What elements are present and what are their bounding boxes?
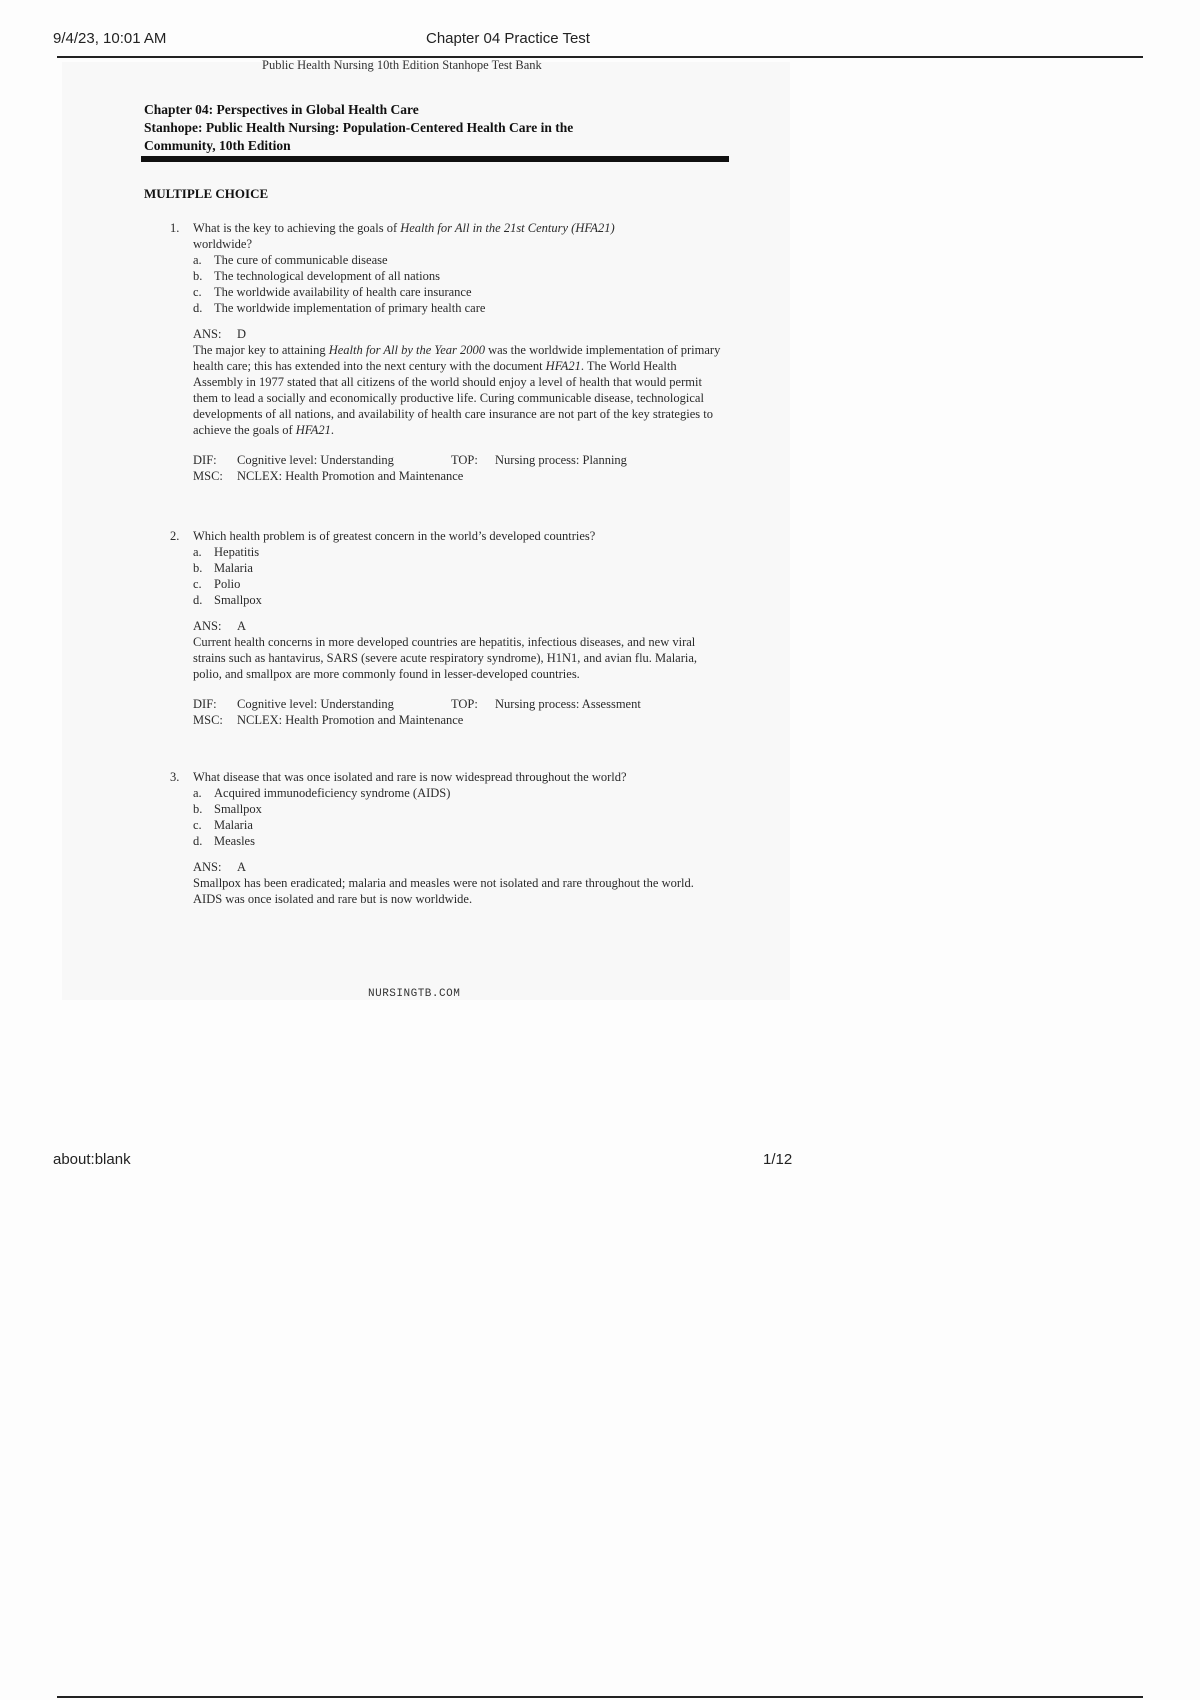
- option-d: d. Smallpox: [193, 593, 262, 607]
- difficulty-topic-line: DIF: Cognitive level: Understanding TOP: Nursing process: Planning: [193, 453, 627, 467]
- option-b: b. The technological development of all nations: [193, 269, 440, 283]
- book-title-line-2: Community, 10th Edition: [144, 138, 291, 153]
- difficulty-topic-line: DIF: Cognitive level: Understanding TOP: Nursing process: Assessment: [193, 697, 641, 711]
- print-datetime: 9/4/23, 10:01 AM: [53, 30, 167, 47]
- question-text: What is the key to achieving the goals of Health for All in the 21st Century (HFA21) worldwide?: [193, 221, 615, 251]
- answer-line: ANS: D: [193, 327, 247, 341]
- chapter-title: Chapter 04: Perspectives in Global Health Care: [144, 102, 419, 117]
- book-title-line-1: Stanhope: Public Health Nursing: Population-Centered Health Care in the: [144, 120, 574, 135]
- rationale: Current health concerns in more developed countries are hepatitis, infectious diseases, and new viral strains such as hantavirus, SARS (severe acute respiratory syndrome), H1N1, and avian flu. Malaria, polio, and smallpox are more commonly found in lesser-developed countries.: [193, 635, 698, 681]
- option-b: b. Malaria: [193, 561, 253, 575]
- header-rule: [57, 56, 1143, 58]
- options-list: [170, 252, 730, 316]
- print-page-number: 1/12: [763, 1151, 793, 1168]
- option-a: a. Hepatitis: [193, 545, 260, 559]
- option-a: a. The cure of communicable disease: [193, 253, 388, 267]
- question-number: 3.: [170, 770, 180, 784]
- print-page-title: Chapter 04 Practice Test: [426, 30, 590, 47]
- chapter-heading: [144, 101, 573, 155]
- option-d: d. The worldwide implementation of primary health care: [193, 301, 486, 315]
- question-number: 1.: [170, 221, 180, 235]
- heading-divider: [141, 156, 729, 162]
- document-subtitle: Public Health Nursing 10th Edition Stanhope Test Bank: [262, 58, 542, 72]
- options-list: [170, 785, 730, 849]
- answer-line: ANS: A: [193, 619, 247, 633]
- msc-line: MSC: NCLEX: Health Promotion and Maintenance: [193, 713, 464, 727]
- rationale: The major key to attaining Health for All by the Year 2000 was the worldwide implementation of primary health care; this has extended into the next century with the document HFA21. The World Health Assembly in 1977 stated that all citizens of the world should enjoy a level of health that would permit them to lead a socially and economically productive life. Curing communicable disease, technological developments of all nations, and availability of health care insurance are not part of the key strategies to achieve the goals of HFA21.: [193, 343, 721, 437]
- print-url: about:blank: [53, 1151, 131, 1168]
- option-b: b. Smallpox: [193, 802, 262, 816]
- answer-line: ANS: A: [193, 860, 247, 874]
- option-d: d. Measles: [193, 834, 255, 848]
- option-c: c. The worldwide availability of health care insurance: [193, 285, 472, 299]
- msc-line: MSC: NCLEX: Health Promotion and Maintenance: [193, 469, 464, 483]
- question-3: [170, 769, 730, 907]
- options-list: [170, 544, 730, 608]
- question-text: Which health problem is of greatest concern in the world’s developed countries?: [193, 529, 596, 543]
- question-text: What disease that was once isolated and rare is now widespread throughout the world?: [193, 770, 627, 784]
- question-2: [170, 528, 730, 728]
- question-number: 2.: [170, 529, 180, 543]
- rationale: Smallpox has been eradicated; malaria and measles were not isolated and rare throughout the world. AIDS was once isolated and rare but is now worldwide.: [193, 876, 694, 906]
- bottom-rule: [57, 1696, 1143, 1698]
- option-c: c. Malaria: [193, 818, 253, 832]
- option-c: c. Polio: [193, 577, 241, 591]
- section-heading: MULTIPLE CHOICE: [144, 186, 269, 201]
- question-1: [170, 220, 730, 484]
- footer-site-label: NURSINGTB.COM: [368, 988, 461, 1000]
- option-a: a. Acquired immunodeficiency syndrome (AIDS): [193, 786, 451, 800]
